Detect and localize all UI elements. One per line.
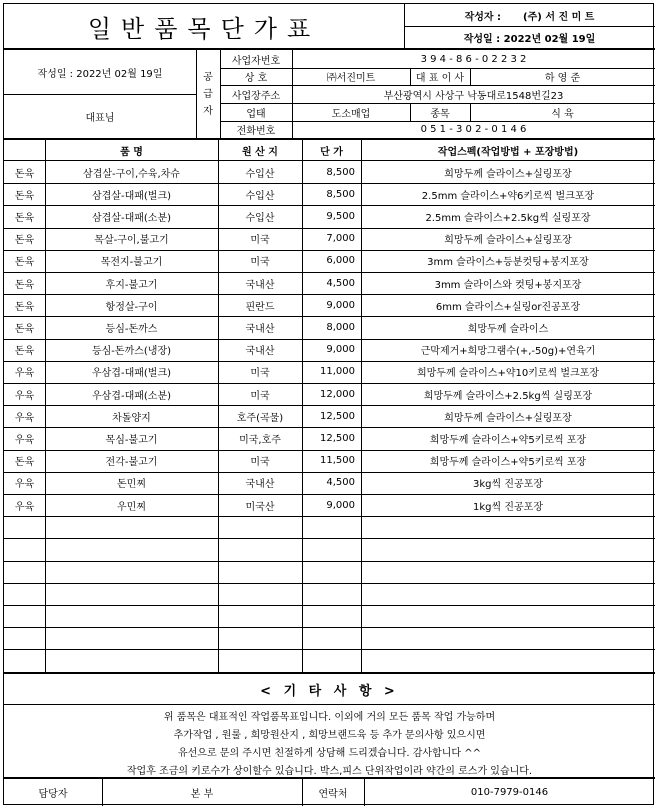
company-value: ㈜서진미트 (326, 73, 376, 84)
cell-price (302, 516, 361, 538)
cell-price: 7,000 (326, 233, 355, 245)
cell-origin: 미국 (250, 368, 270, 380)
cell-spec (361, 538, 655, 560)
cell-category (4, 561, 45, 583)
cell-item-name: 목심-불고기 (105, 434, 158, 446)
cell-category: 돈육 (14, 168, 35, 180)
cell-price: 9,000 (326, 499, 355, 511)
price-sheet (3, 3, 654, 805)
cell-price: 9,500 (326, 210, 355, 222)
cell-item-name: 삼겹살-대패(소분) (91, 212, 172, 224)
cell-category: 우육 (14, 434, 35, 446)
ceo-label: 대 표 이 사 (415, 73, 465, 84)
cell-category: 우육 (14, 412, 35, 424)
cell-spec: 3mm 슬라이스와 컷팅+봉지포장 (434, 279, 582, 291)
cell-origin: 국내산 (245, 279, 275, 291)
cell-price: 9,000 (326, 344, 355, 356)
cell-spec: 희망두께 슬라이스+약5키로씩 포장 (429, 457, 587, 469)
cell-price (302, 583, 361, 605)
cell-price: 9,000 (326, 299, 355, 311)
cell-price: 11,000 (320, 366, 355, 378)
cell-price: 8,500 (326, 188, 355, 200)
remarks-line: 위 품목은 대표적인 작업품목표입니다. 이외에 거의 모든 품목 작업 가능하며 (163, 711, 496, 723)
cell-category (4, 516, 45, 538)
cell-spec (361, 649, 655, 671)
cell-spec: 1kg씩 진공포장 (473, 501, 543, 513)
cell-price: 8,500 (326, 166, 355, 178)
cell-spec: 3kg씩 진공포장 (473, 479, 543, 491)
cell-item-name: 삼겹살-구이,수육,차슈 (83, 168, 180, 180)
written-date-right: 작성일 : 2022년 02월 19일 (463, 33, 596, 45)
cell-origin: 핀란드 (245, 301, 275, 313)
cell-category: 돈육 (14, 457, 35, 469)
reg-no-value: 3 9 4 - 8 6 - 0 2 2 3 2 (420, 53, 527, 65)
cell-spec: 근막제거+희망그램수(+,-50g)+연육기 (420, 346, 596, 358)
cell-spec: 희망두께 슬라이스+약5키로씩 포장 (429, 434, 587, 446)
cell-category: 우육 (14, 479, 35, 491)
cell-category (4, 627, 45, 649)
biz-type-label: 업태 (246, 108, 266, 120)
cell-spec: 희망두께 슬라이스+2.5kg씩 실링포장 (423, 390, 593, 402)
cell-category: 우육 (14, 501, 35, 513)
written-date-left: 작성일 : 2022년 02월 19일 (37, 68, 163, 80)
cell-category (4, 583, 45, 605)
col-header-price: 단 가 (320, 146, 343, 158)
cell-origin: 수입산 (245, 168, 275, 180)
address-label: 사업장주소 (231, 90, 281, 102)
cell-origin: 미국 (250, 235, 270, 247)
cell-item-name: 등심-돈까스(냉장) (91, 346, 172, 358)
cell-origin (218, 649, 302, 671)
cell-origin (218, 583, 302, 605)
cell-origin: 수입산 (245, 212, 275, 224)
cell-spec: 희망두께 슬라이스+약10키로씩 벌크포장 (416, 368, 600, 380)
cell-category: 돈육 (14, 323, 35, 335)
cell-origin: 미국 (250, 257, 270, 269)
cell-category: 돈육 (14, 212, 35, 224)
cell-price: 12,500 (320, 432, 355, 444)
cell-item-name: 삼겹살-대패(벌크) (91, 190, 172, 202)
cell-origin: 미국 (250, 457, 270, 469)
cell-category: 돈육 (14, 279, 35, 291)
document-title: 일반품목단가표 (87, 14, 321, 43)
cell-spec: 2.5mm 슬라이스+2.5kg씩 실링포장 (425, 212, 591, 224)
cell-item-name: 전각-불고기 (105, 457, 158, 469)
cell-category (4, 649, 45, 671)
cell-origin (218, 538, 302, 560)
cell-price: 6,000 (326, 255, 355, 267)
cell-item-name (45, 627, 218, 649)
cell-spec: 6mm 슬라이스+실링or진공포장 (435, 301, 581, 313)
cell-price: 8,000 (326, 321, 355, 333)
col-header-spec: 작업스펙(작업방법 + 포장방법) (437, 146, 579, 158)
reg-no-label: 사업자번호 (231, 55, 281, 67)
cell-category (4, 538, 45, 560)
biz-item-label: 종목 (430, 108, 450, 120)
cell-price: 4,500 (326, 277, 355, 289)
cell-item-name: 돈민찌 (117, 479, 146, 491)
col-header-origin: 원 산 지 (242, 146, 278, 158)
cell-price (302, 605, 361, 627)
writer-label: 작성자 : (464, 11, 502, 23)
cell-category: 우육 (14, 390, 35, 402)
cell-category: 돈육 (14, 257, 35, 269)
cell-item-name: 등심-돈까스 (105, 323, 158, 335)
cell-item-name (45, 538, 218, 560)
cell-spec: 2.5mm 슬라이스+약6키로씩 벌크포장 (421, 190, 595, 202)
writer (404, 4, 655, 26)
biz-item-value: 식 육 (551, 108, 574, 120)
cell-item-name (45, 583, 218, 605)
cell-price: 11,500 (320, 455, 355, 467)
cell-origin: 미국 (250, 390, 270, 402)
cell-spec: 희망두께 슬라이스+실링포장 (444, 168, 572, 180)
cell-spec: 희망두께 슬라이스+실링포장 (444, 412, 572, 424)
cell-origin: 국내산 (245, 346, 275, 358)
supplier-label: 공 급 자 (203, 71, 213, 117)
phone-value: 0 5 1 - 3 0 2 - 0 1 4 6 (420, 124, 527, 135)
contact-value: 010-7979-0146 (470, 787, 549, 798)
cell-category: 돈육 (14, 235, 35, 247)
manager-label: 담당자 (38, 789, 68, 800)
cell-price: 12,500 (320, 410, 355, 422)
cell-origin: 호주(곡물) (236, 412, 284, 424)
cell-origin (218, 516, 302, 538)
col-header-name: 품 명 (120, 146, 143, 158)
phone-label: 전화번호 (236, 126, 276, 137)
manager-value: 본 부 (190, 789, 214, 800)
cell-price (302, 649, 361, 671)
company-label: 상 호 (244, 73, 268, 84)
cell-item-name (45, 561, 218, 583)
cell-item-name: 목살-구이,불고기 (94, 235, 169, 247)
cell-item-name (45, 516, 218, 538)
cell-spec (361, 583, 655, 605)
cell-item-name: 후지-불고기 (105, 279, 158, 291)
cell-origin: 국내산 (245, 479, 275, 491)
cell-item-name: 우민찌 (117, 501, 146, 513)
cell-item-name: 목전지-불고기 (100, 257, 163, 269)
cell-price (302, 561, 361, 583)
cell-origin (218, 561, 302, 583)
cell-price: 4,500 (326, 477, 355, 489)
cell-item-name: 항정살-구이 (105, 301, 158, 313)
cell-item-name (45, 649, 218, 671)
cell-spec (361, 605, 655, 627)
remarks-line: 추가작업 , 원룰 , 희망원산지 , 희망브랜드육 등 추가 문의사항 있으시면 (173, 729, 486, 741)
cell-spec (361, 561, 655, 583)
cell-spec: 희망두께 슬라이스 (467, 323, 549, 335)
biz-type-value: 도소매업 (331, 108, 371, 120)
cell-origin: 수입산 (245, 190, 275, 202)
cell-origin: 국내산 (245, 323, 275, 335)
cell-category (4, 605, 45, 627)
cell-origin: 미국,호주 (239, 434, 281, 446)
cell-category: 돈육 (14, 346, 35, 358)
cell-spec (361, 516, 655, 538)
remarks-line: 유선으로 문의 주시면 친절하게 상담해 드리겠습니다. 감사합니다 ^^ (177, 747, 481, 759)
remarks-title: < 기 타 사 항 > (260, 683, 399, 699)
cell-spec: 3mm 슬라이스+등분컷팅+봉지포장 (427, 257, 589, 269)
cell-item-name: 우삼겹-대패(소분) (91, 390, 172, 402)
cell-price (302, 538, 361, 560)
cell-origin: 미국산 (245, 501, 275, 513)
cell-origin (218, 605, 302, 627)
remarks-line: 작업후 조금의 키로수가 상이할수 있습니다. 박스,피스 단위작업이라 약간의 로스가 있습니다. (126, 765, 533, 777)
contact-label: 연락처 (318, 789, 348, 800)
writer-value: (주) 서 진 미 트 (523, 11, 595, 23)
cell-category: 돈육 (14, 301, 35, 313)
cell-item-name: 차돌양지 (112, 412, 151, 424)
cell-spec (361, 627, 655, 649)
cell-price (302, 627, 361, 649)
cell-item-name (45, 605, 218, 627)
cell-category: 돈육 (14, 190, 35, 202)
cell-item-name: 우삼겹-대패(벌크) (91, 368, 172, 380)
recipient: 대표님 (85, 112, 115, 124)
address-value: 부산광역시 사상구 낙동대로1548번길23 (383, 90, 564, 102)
cell-spec: 희망두께 슬라이스+실링포장 (444, 235, 572, 247)
cell-price: 12,000 (320, 388, 355, 400)
cell-origin (218, 627, 302, 649)
ceo-value: 하 영 준 (544, 73, 581, 84)
cell-category: 우육 (14, 368, 35, 380)
